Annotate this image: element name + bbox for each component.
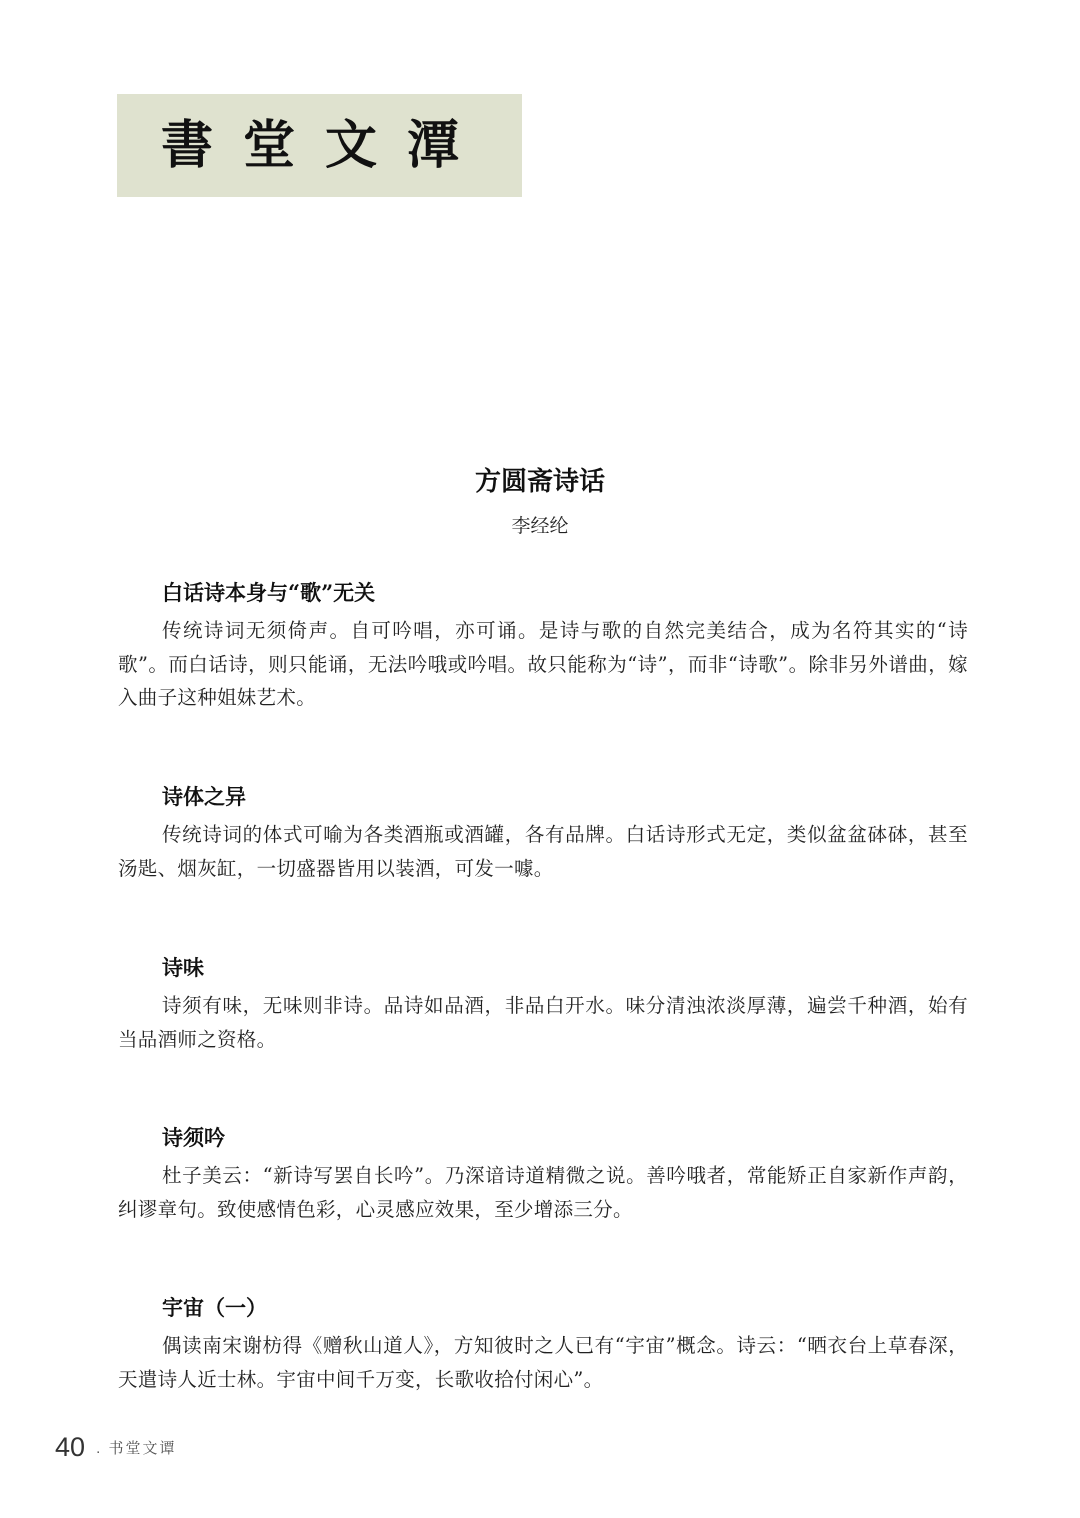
masthead-banner: [117, 94, 522, 197]
footer-label: . 书堂文谭: [96, 1440, 177, 1457]
section-5: [118, 1293, 968, 1396]
section-body: 杜子美云：“新诗写罢自长吟”。乃深谙诗道精微之说。善吟哦者，常能矫正自家新作声韵，纠谬章句。致使感情色彩，心灵感应效果，至少增添三分。: [118, 1164, 968, 1221]
section-2: [118, 782, 968, 885]
section-heading: 诗须吟: [162, 1125, 225, 1150]
section-1: [118, 578, 968, 715]
section-heading: 诗味: [162, 955, 204, 980]
page-footer: [55, 1432, 176, 1472]
page-number: 40: [55, 1432, 86, 1462]
section-3: [118, 953, 968, 1056]
section-heading: 诗体之异: [162, 784, 246, 809]
section-4: [118, 1123, 968, 1226]
section-body: 偶读南宋谢枋得《赠秋山道人》，方知彼时之人已有“宇宙”概念。诗云：“晒衣台上草春深，天遣诗人近士林。宇宙中间千万变，长歌收拾付闲心”。: [118, 1334, 968, 1391]
section-heading: 白话诗本身与“歌”无关: [162, 580, 376, 605]
masthead-title: 書堂文潭: [161, 115, 490, 176]
section-body: 诗须有味，无味则非诗。品诗如品酒，非品白开水。味分清浊浓淡厚薄，遍尝千种酒，始有当品酒师之资格。: [118, 994, 968, 1051]
section-body: 传统诗词无须倚声。自可吟唱，亦可诵。是诗与歌的自然完美结合，成为名符其实的“诗歌”。而白话诗，则只能诵，无法吟哦或吟唱。故只能称为“诗”，而非“诗歌”。除非另外谱曲，嫁入曲子这种姐妹艺术。: [118, 619, 968, 709]
section-body: 传统诗词的体式可喻为各类酒瓶或酒罐，各有品牌。白话诗形式无定，类似盆盆砵砵，甚至汤匙、烟灰缸，一切盛器皆用以装酒，可发一噱。: [118, 823, 968, 880]
article-title: 方圆斋诗话: [474, 467, 605, 497]
section-heading: 宇宙（一）: [162, 1295, 267, 1320]
article-author: 李经纶: [511, 515, 569, 537]
